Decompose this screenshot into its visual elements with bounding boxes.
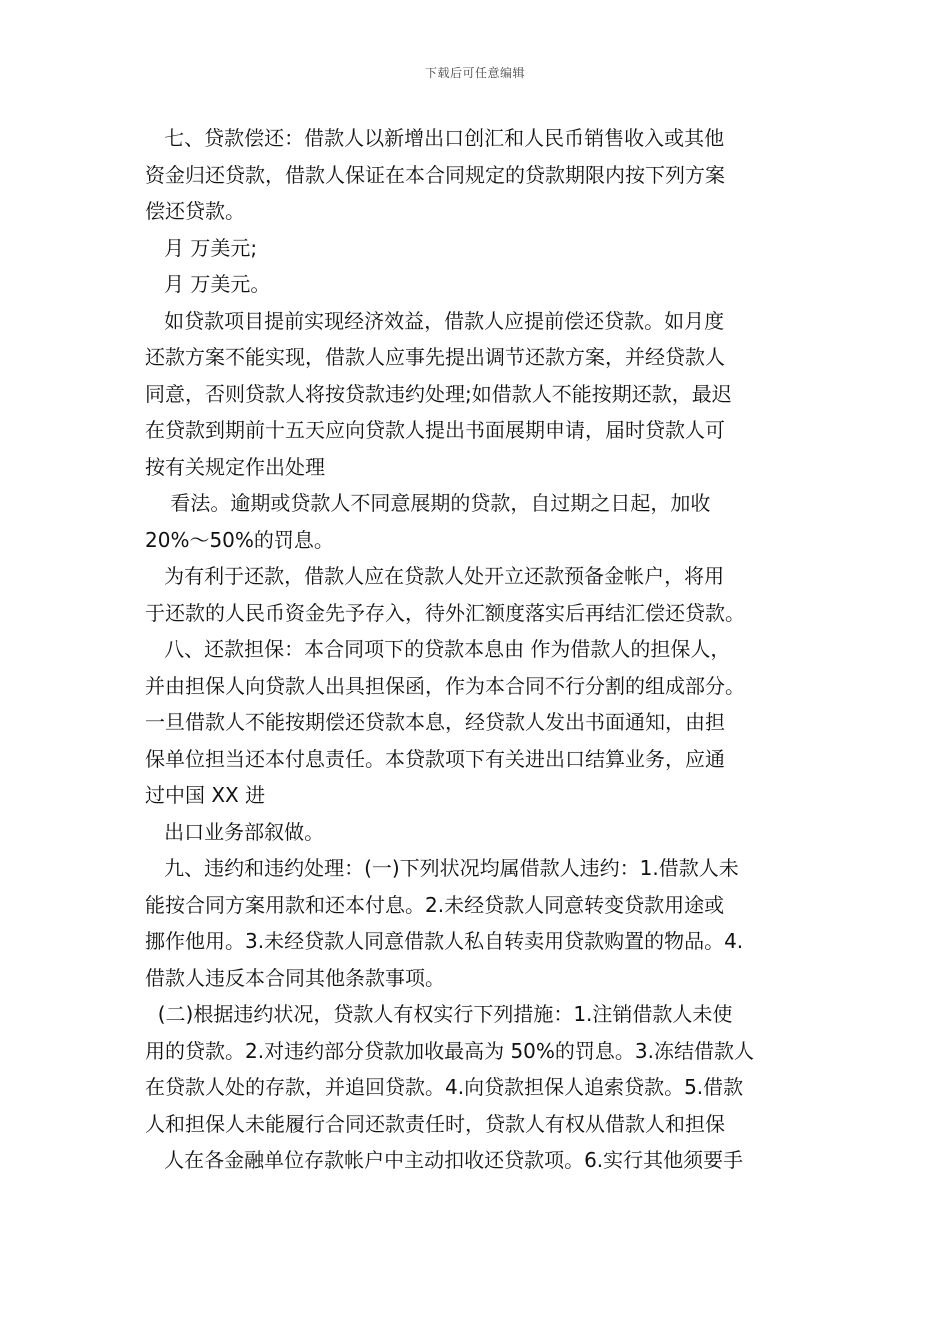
text-line: 能按合同方案用款和还本付息。2.未经贷款人同意转变贷款用途或	[145, 892, 725, 917]
text-line: 如贷款项目提前实现经济效益，借款人应提前偿还贷款。如月度	[145, 308, 725, 333]
text-line: 为有利于还款，借款人应在贷款人处开立还款预备金帐户，将用	[145, 564, 725, 588]
text-line: 同意，否则贷款人将按贷款违约处理;如借款人不能按期还款，最迟	[145, 381, 732, 406]
text-line: 七、贷款偿还：借款人以新增出口创汇和人民币销售收入或其他	[145, 126, 725, 150]
text-line: 并由担保人向贷款人出具担保函，作为本合同不行分割的组成部分。	[145, 673, 745, 698]
text-line: 人和担保人未能履行合同还款责任时，贷款人有权从借款人和担保	[145, 1111, 725, 1136]
text-line: 20%～50%的罚息。	[145, 527, 334, 552]
document-body	[145, 120, 810, 1179]
text-line: 借款人违反本合同其他条款事项。	[145, 965, 445, 990]
text-line: 看法。逾期或贷款人不同意展期的贷款，自过期之日起，加收	[145, 491, 711, 515]
text-line: 挪作他用。3.未经贷款人同意借款人私自转卖用贷款购置的物品。4.	[145, 929, 744, 953]
text-line: 九、违约和违约处理：(一)下列状况均属借款人违约：1.借款人未	[145, 856, 739, 880]
text-line: (二)根据违约状况，贷款人有权实行下列措施：1.注销借款人未使	[145, 1002, 733, 1026]
text-line: 出口业务部叙做。	[145, 819, 325, 844]
text-line: 用的贷款。2.对违约部分贷款加收最高为 50%的罚息。3.冻结借款人	[145, 1038, 754, 1063]
page-header: 下载后可任意编辑	[424, 66, 525, 80]
text-line: 于还款的人民币资金先予存入，待外汇额度落实后再结汇偿还贷款。	[145, 600, 745, 625]
text-line: 月 万美元。	[145, 272, 271, 296]
text-line: 在贷款人处的存款，并追回贷款。4.向贷款担保人追索贷款。5.借款	[145, 1075, 744, 1099]
text-line: 月 万美元;	[145, 235, 258, 260]
text-line: 八、还款担保：本合同项下的贷款本息由 作为借款人的担保人，	[145, 637, 731, 661]
text-line: 在贷款到期前十五天应向贷款人提出书面展期申请，届时贷款人可	[145, 418, 725, 442]
text-line: 保单位担当还本付息责任。本贷款项下有关进出口结算业务，应通	[145, 746, 725, 771]
text-line: 过中国 XX 进	[145, 783, 266, 807]
text-line: 人在各金融单位存款帐户中主动扣收还贷款项。6.实行其他须要手	[145, 1148, 744, 1172]
text-line: 按有关规定作出处理	[145, 454, 325, 479]
text-line: 还款方案不能实现，借款人应事先提出调节还款方案，并经贷款人	[145, 345, 725, 369]
text-line: 偿还贷款。	[145, 199, 245, 223]
text-line: 一旦借款人不能按期偿还贷款本息，经贷款人发出书面通知，由担	[145, 710, 725, 734]
text-line: 资金归还贷款，借款人保证在本合同规定的贷款期限内按下列方案	[145, 162, 725, 187]
